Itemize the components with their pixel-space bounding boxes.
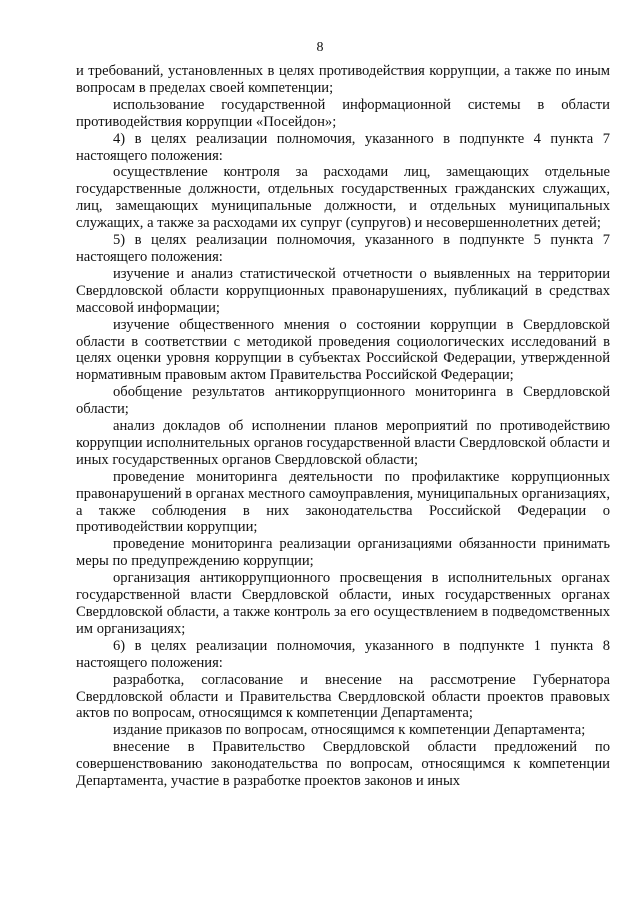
paragraph-item-4: 4) в целях реализации полномочия, указанного в подпункте 4 пункта 7 настоящего положения:	[76, 130, 610, 164]
paragraph-continuation: и требований, установленных в целях противодействия коррупции, а также по иным вопросам в пределах своей компетенции;	[76, 63, 610, 96]
paragraph: разработка, согласование и внесение на рассмотрение Губернатора Свердловской области и Правительства Свердловской области проектов правовых актов по вопросам, относящимся к компетенции Департамента;	[76, 671, 610, 722]
document-body	[76, 63, 610, 790]
paragraph: проведение мониторинга реализации организациями обязанности принимать меры по предупреждению коррупции;	[76, 536, 610, 570]
paragraph: обобщение результатов антикоррупционного мониторинга в Свердловской области;	[76, 384, 610, 418]
paragraph: издание приказов по вопросам, относящимся к компетенции Департамента;	[113, 722, 586, 739]
paragraph-item-5: 5) в целях реализации полномочия, указанного в подпункте 5 пункта 7 настоящего положения:	[76, 232, 610, 265]
paragraph: осуществление контроля за расходами лиц, замещающих отдельные государственные должности, отдельных государственных гражданских служащих, лиц, замещающих муниципальные должности, и отдельных муниципальных служащих, а также за расходами их супруг (супругов) и несовершеннолетних детей;	[76, 164, 610, 232]
paragraph: внесение в Правительство Свердловской области предложений по совершенствованию законодательства по вопросам, относящимся к компетенции Департамента, участие в разработке проектов законов и иных	[76, 739, 610, 790]
paragraph: анализ докладов об исполнении планов мероприятий по противодействию коррупции исполнительных органов государственной власти Свердловской области и иных государственных органов Свердловской области;	[76, 418, 610, 468]
paragraph: организация антикоррупционного просвещения в исполнительных органах государственной власти Свердловской области, иных государственных органах Свердловской области, а также контроль за его осуществлением в подведомственных им организациях;	[76, 570, 610, 637]
paragraph: изучение и анализ статистической отчетности о выявленных на территории Свердловской области коррупционных правонарушениях, публикаций в средствах массовой информации;	[76, 265, 610, 316]
paragraph-item-6: 6) в целях реализации полномочия, указанного в подпункте 1 пункта 8 настоящего положения:	[76, 637, 610, 671]
paragraph: проведение мониторинга деятельности по профилактике коррупционных правонарушений в органах местного самоуправления, муниципальных организациях, а также соблюдения в них законодательства Российской Федерации о противодействии коррупции;	[76, 468, 610, 536]
paragraph: изучение общественного мнения о состоянии коррупции в Свердловской области в соответствии с методикой проведения социологических исследований в целях оценки уровня коррупции в субъектах Российской Федерации, утвержденной нормативным правовым актом Правительства Российской Федерации;	[76, 316, 610, 384]
page-number: 8	[316, 40, 324, 55]
paragraph: использование государственной информационной системы в области противодействия коррупции «Посейдон»;	[76, 96, 610, 130]
